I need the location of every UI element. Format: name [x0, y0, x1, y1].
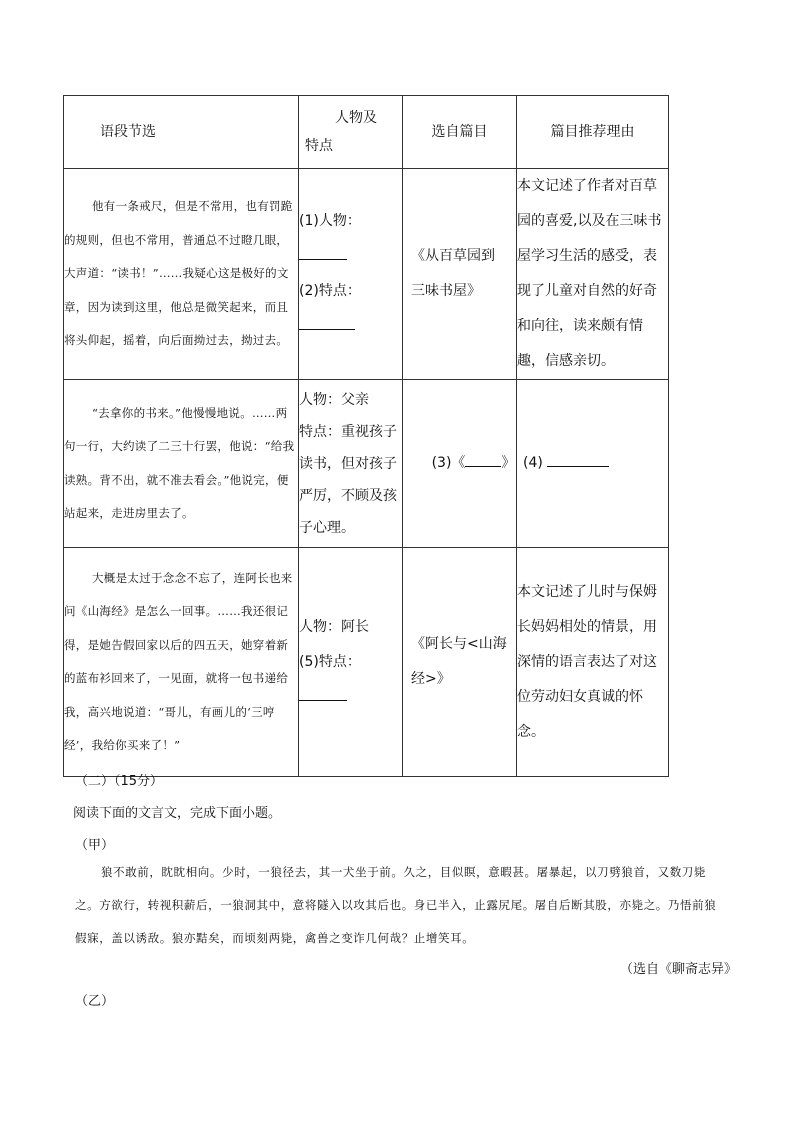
character-cell-1 [299, 169, 403, 380]
excerpt-text-1: 他有一条戒尺，但是不常用，也有罚跪的规则，但也不常用，普通总不过瞪几眼，大声道：“读书！”……我疑心这是极好的文章，因为读到这里，他总是微笑起来，而且将头仰起，摇着，向后面拗过去，拗过去。 [64, 199, 293, 348]
source-cell-3: 《阿长与<山海经>》 [403, 548, 517, 777]
character-cell-2 [299, 380, 403, 548]
header-character: 人物及特点 [299, 96, 403, 169]
part-a-label: （甲） [75, 838, 115, 853]
trait-answer-blank-5[interactable] [299, 686, 347, 701]
reason-answer-blank-4[interactable] [547, 452, 609, 467]
section-heading: （二）（15分） [75, 774, 164, 789]
reason-cell-2 [517, 380, 669, 548]
classical-text: 狼不敢前，眈眈相向。少时，一狼径去，其一犬坐于前。久之，目似瞑，意暇甚。屠暴起，以刀劈狼首，又数刀毙之。方欲行，转视积薪后，一狼洞其中，意将隧入以攻其后也。身已半入，止露尻尾。屠自后断其股，亦毙之。乃悟前狼假寐，盖以诱敌。狼亦黠矣，而顷刻两毙，禽兽之变诈几何哉？止增笑耳。 [75, 865, 717, 945]
reading-table [63, 95, 669, 777]
classical-passage [75, 856, 723, 955]
person-text-3: 人物：阿长 [299, 618, 369, 635]
source-answer-blank-3[interactable] [465, 452, 501, 467]
source-cell-1: 《从百草园到三味书屋》 [403, 169, 517, 380]
excerpt-text-2: “去拿你的书来。”他慢慢地说。……两句一行，大约读了二三十行罢，他说：“给我读熟。背不出，就不准去看会。”他说完，便站起来，走进房里去了。 [64, 405, 295, 520]
character-cell-3 [299, 548, 403, 777]
person-answer-blank-1[interactable] [299, 245, 347, 260]
reason-label-4: (4) [523, 455, 543, 471]
trait-label-1: (2)特点： [299, 283, 361, 299]
trait-label-5: (5)特点： [299, 653, 361, 670]
source-close-bracket: 》 [501, 455, 516, 471]
excerpt-cell-2 [64, 380, 299, 548]
source-cell-2 [403, 380, 517, 548]
reason-cell-3: 本文记述了儿时与保姆长妈妈相处的情景，用深情的语言表达了对这位劳动妇女真诚的怀念。 [517, 548, 669, 777]
trait-text-2: 特点：重视孩子读书，但对孩子严厉，不顾及孩子心理。 [299, 423, 397, 536]
source-label-3: (3)《 [431, 455, 466, 471]
header-reason: 篇目推荐理由 [517, 96, 669, 169]
part-b-label: （乙） [75, 994, 115, 1009]
excerpt-text-3: 大概是太过于念念不忘了，连阿长也来问《山海经》是怎么一回事。……我还很记得，是她告假回家以后的四五天，她穿着新的蓝布衫回来了，一见面，就将一包书递给我，高兴地说道：“哥儿，有画儿的‘三哼经’，我给你买来了！” [64, 570, 293, 752]
instruction-text: 阅读下面的文言文，完成下面小题。 [73, 806, 282, 821]
header-source: 选自篇目 [403, 96, 517, 169]
trait-answer-blank-1[interactable] [299, 315, 355, 330]
excerpt-cell-1 [64, 169, 299, 380]
reason-cell-1: 本文记述了作者对百草园的喜爱,以及在三味书屋学习生活的感受，表现了儿童对自然的好奇和向往，读来颇有情趣，信感亲切。 [517, 169, 669, 380]
excerpt-cell-3 [64, 548, 299, 777]
header-excerpt: 语段节选 [64, 96, 299, 169]
person-label-1: (1)人物： [299, 213, 361, 229]
person-text-2: 人物：父亲 [299, 391, 369, 408]
source-note: （选自《聊斋志异》 [620, 962, 738, 977]
